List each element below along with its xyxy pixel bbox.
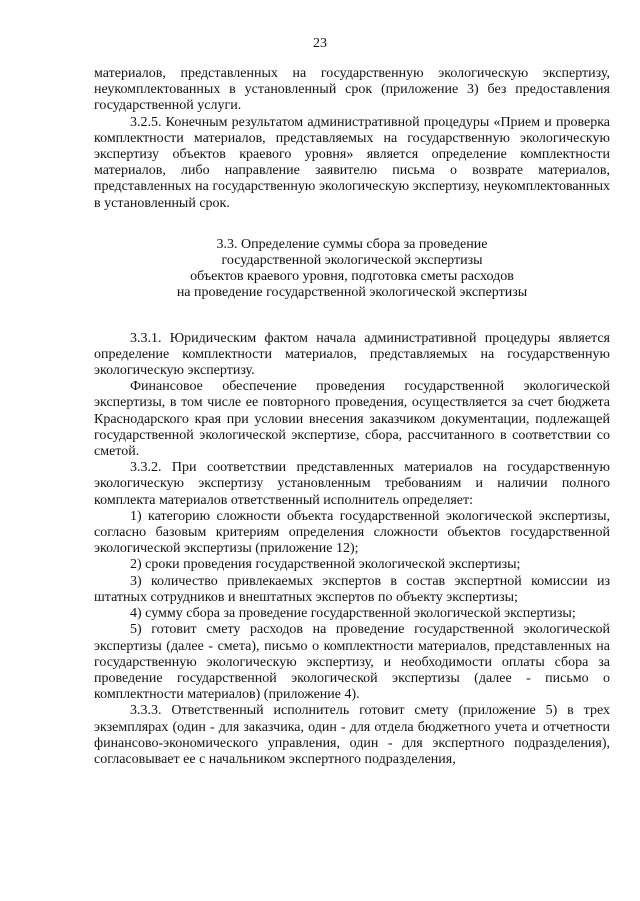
paragraph-3-3-3: 3.3.3. Ответственный исполнитель готовит смету (приложение 5) в трех экземплярах (один - для заказчика, один - для отдела бюджетного учета и отчетности финансово-экономического управления, один - для экспертного подразделения), согласовывает ее с начальником экспертного подразделения,	[94, 703, 610, 767]
heading-line: государственной экологической экспертизы	[221, 253, 483, 269]
list-item: 3) количество привлекаемых экспертов в состав экспертной комиссии из штатных сотрудников и внештатных экспертов по объекту экспертизы;	[94, 573, 610, 605]
paragraph-3-2-5: 3.2.5. Конечным результатом административной процедуры «Прием и проверка комплектности материалов, представляемых на государственную экологическую экспертизу объектов краевого уровня» является определение комплектности материалов, либо направление заявителю письма о возврате материалов, представленных на государственную экологическую экспертизу, неукомплектованных в установленный срок.	[94, 114, 610, 211]
document-body	[94, 66, 610, 768]
paragraph-3-3-1: 3.3.1. Юридическим фактом начала административной процедуры является определение комплектности материалов, представляемых на государственную экологическую экспертизу.	[94, 330, 610, 379]
paragraph-3-3-2: 3.3.2. При соответствии представленных материалов на государственную экологическую экспертизу установленным требованиям и наличии полного комплекта материалов ответственный исполнитель определяет:	[94, 460, 610, 508]
paragraph-continuation: материалов, представленных на государственную экологическую экспертизу, неукомплектованных в установленный срок (приложение 3) без предоставления государственной услуги.	[94, 66, 610, 114]
list-item: 2) сроки проведения государственной экологической экспертизы;	[130, 557, 521, 573]
page-number: 23	[313, 36, 327, 51]
heading-line: объектов краевого уровня, подготовка сметы расходов	[190, 269, 514, 285]
heading-line: на проведение государственной экологической экспертизы	[176, 285, 528, 301]
list-item: 5) готовит смету расходов на проведение государственной экологической экспертизы (далее - смета), письмо о комплектности материалов, представленных на государственную экологическую экспертизу, и необходимости оплаты сбора за проведение государственной экологической экспертизы (далее - письмо о комплектности материалов) (приложение 4).	[94, 622, 610, 703]
list-item: 1) категорию сложности объекта государственной экологической экспертизы, согласно базовым критериям определения сложности объектов государственной экологической экспертизы (приложение 12);	[94, 508, 610, 557]
heading-line: 3.3. Определение суммы сбора за проведение	[216, 236, 488, 252]
list-item: 4) сумму сбора за проведение государственной экологической экспертизы;	[130, 606, 576, 622]
section-heading-3-3	[94, 237, 610, 302]
paragraph-financing: Финансовое обеспечение проведения государственной экологической экспертизы, в том числе ее повторного проведения, осуществляется за счет бюджета Краснодарского края при условии внесения заказчиком документации, подлежащей государственной экологической экспертизе, сбора, рассчитанного в соответствии со сметой.	[94, 379, 610, 460]
